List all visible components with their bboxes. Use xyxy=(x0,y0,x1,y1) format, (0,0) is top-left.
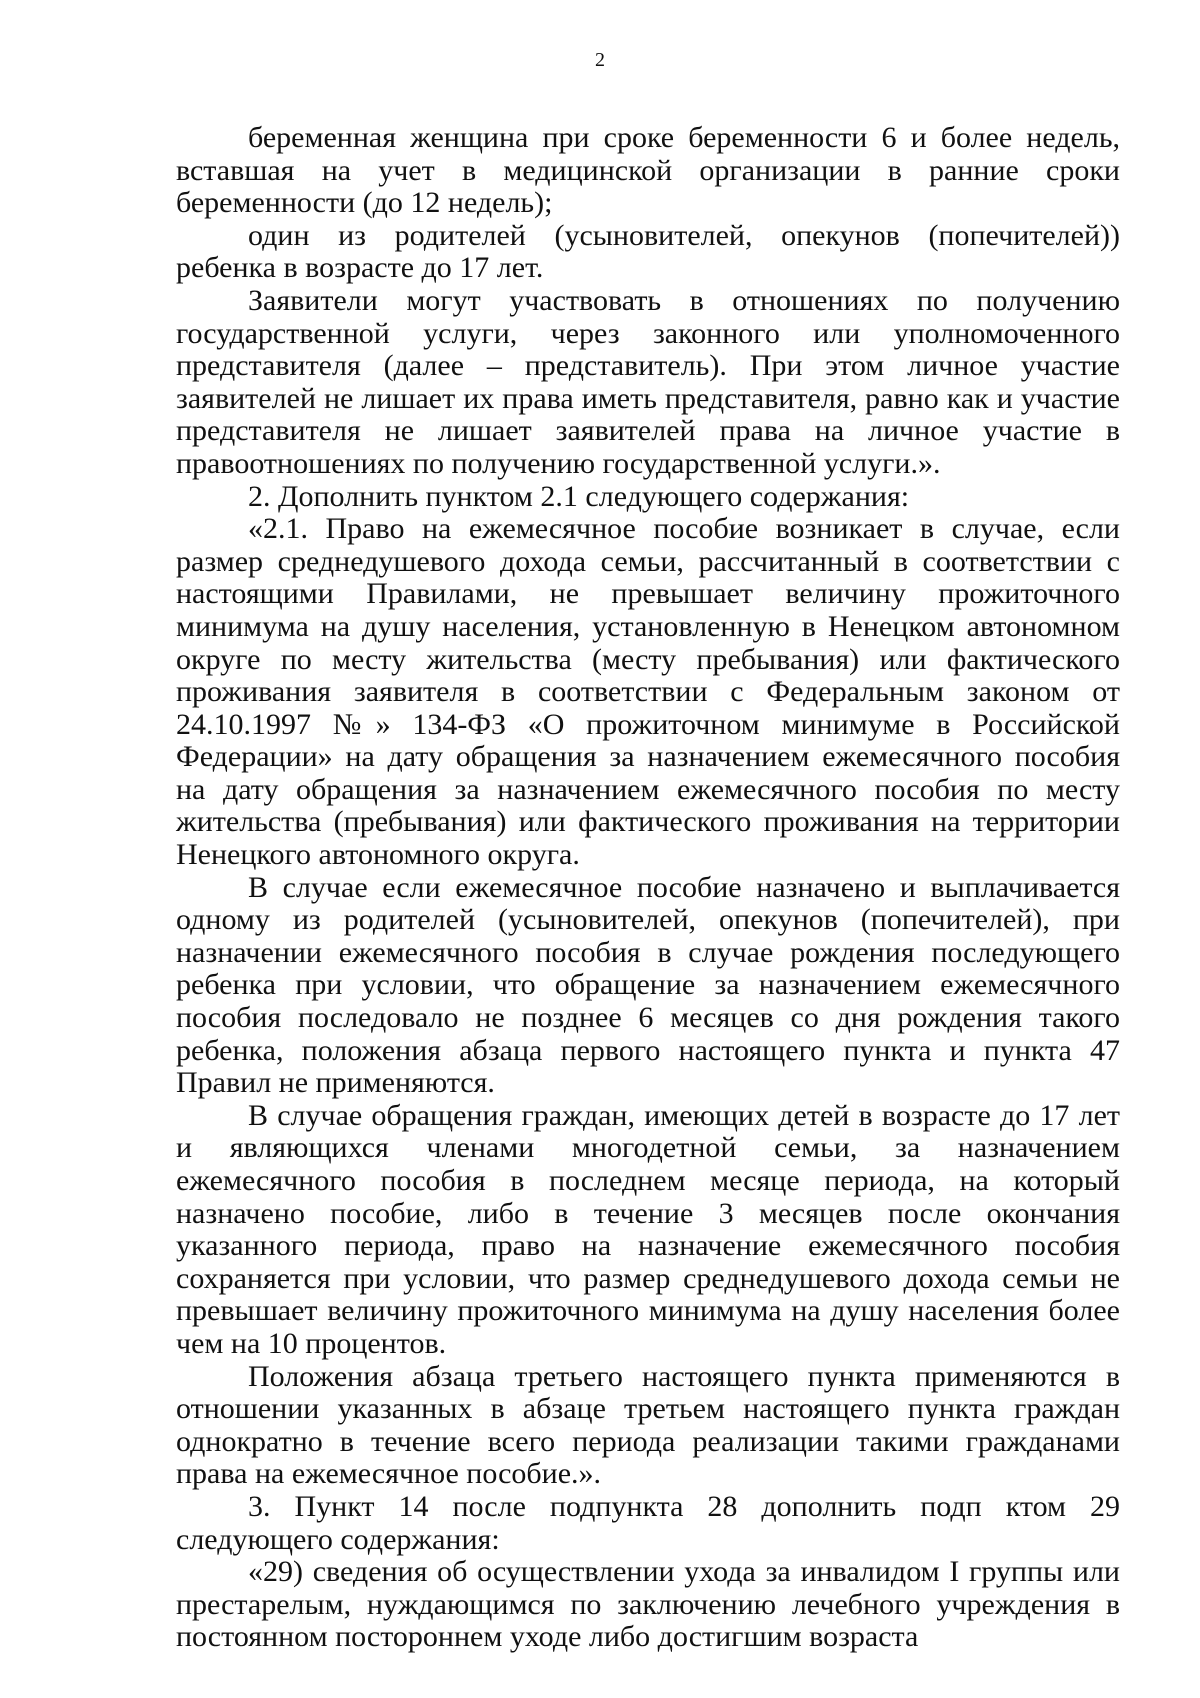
paragraph-4: 2. Дополнить пунктом 2.1 следующего содержания: xyxy=(248,479,910,513)
paragraph-7: В случае обращения граждан, имеющих детей в возрасте до 17 лет и являющихся членами многодетной семьи, за назначением ежемесячного пособия в последнем месяце периода, на который назначено пособие, либо в течение 3 месяцев после окончания указанного периода, право на назначение ежемесячного пособия сохраняется при условии, что размер среднедушевого дохода семьи не превышает величину прожиточного минимума на душу населения более чем на 10 процентов. xyxy=(176,1098,1120,1360)
paragraph-10: «29) сведения об осуществлении ухода за инвалидом I группы или престарелым, нуждающимся по заключению лечебного учреждения в постоянном постороннем уходе либо достигшим возраста xyxy=(176,1555,1120,1654)
paragraph-2: один из родителей (усыновителей, опекунов (попечителей)) ребенка в возрасте до 17 лет. xyxy=(176,218,1120,285)
paragraph-8: Положения абзаца третьего настоящего пункта применяются в отношении указанных в абзаце третьем настоящего пункта граждан однократно в течение всего периода реализации такими гражданами права на ежемесячное пособие.». xyxy=(176,1359,1120,1491)
paragraph-5: «2.1. Право на ежемесячное пособие возникает в случае, если размер среднедушевого дохода семьи, рассчитанный в соответствии с настоящими Правилами, не превышает величину прожиточного минимума на душу населения, установленную в Ненецком автономном округе по месту жительства (месту пребывания) или фактического проживания заявителя в соответствии с Федеральным законом от 24.10.1997 №» 134-ФЗ «О прожиточном минимуме в Российской Федерации» на дату обращения за назначением ежемесячного пособия на дату обращения за назначением ежемесячного пособия по месту жительства (пребывания) или фактического проживания на территории Ненецкого автономного округа. xyxy=(176,512,1120,872)
paragraph-1: беременная женщина при сроке беременности 6 и более недель, вставшая на учет в медицинской организации в ранние сроки беременности (до 12 недель); xyxy=(176,121,1120,220)
page-number: 2 xyxy=(595,49,605,71)
paragraph-6: В случае если ежемесячное пособие назначено и выплачивается одному из родителей (усыновителей, опекунов (попечителей), при назначении ежемесячного пособия в случае рождения последующего ребенка при условии, что обращение за назначением ежемесячного пособия последовало не позднее 6 месяцев со дня рождения такого ребенка, положения абзаца первого настоящего пункта и пункта 47 Правил не применяются. xyxy=(176,870,1120,1100)
paragraph-9: 3. Пункт 14 после подпункта 28 дополнить подп ктом 29 следующего содержания: xyxy=(176,1489,1120,1556)
paragraph-3: Заявители могут участвовать в отношениях по получению государственной услуги, через законного или уполномоченного представителя (далее – представитель). При этом личное участие заявителей не лишает их права иметь представителя, равно как и участие представителя не лишает заявителей права на личное участие в правоотношениях по получению государственной услуги.». xyxy=(176,283,1120,480)
document-body xyxy=(176,122,1120,1654)
